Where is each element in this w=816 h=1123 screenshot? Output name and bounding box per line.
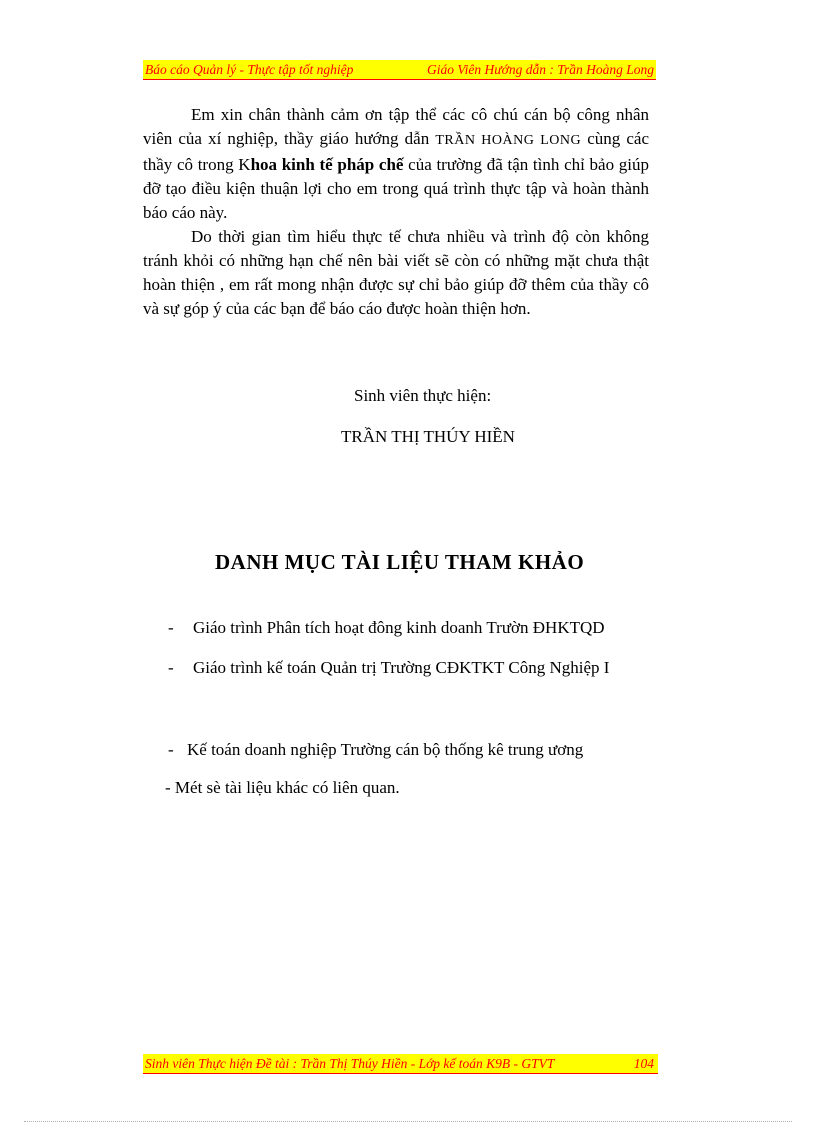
thanks-text-2: cùng các thầy cô trong K bbox=[143, 129, 650, 174]
signature-label: Sinh viên thực hiện: bbox=[354, 386, 492, 405]
header-report-title: Báo cáo Quản lý - Thực tập tốt nghiệp bbox=[145, 62, 354, 77]
thanks-text-3: của trường đã tận tình chỉ bảo giúp đỡ tạo điều kiện thuận lợi cho em trong quá trình thực tập và hoàn thành báo cáo này. bbox=[143, 155, 649, 222]
page-number: 104 bbox=[633, 1056, 654, 1071]
page-footer bbox=[143, 1054, 658, 1074]
list-dash: - bbox=[168, 658, 174, 677]
supervisor-name: TRẦN HOÀNG LONG bbox=[435, 133, 582, 148]
reference-item: - Mét sè tài liệu khác có liên quan. bbox=[165, 778, 400, 797]
header-supervisor: Giáo Viên Hướng dẫn : Trần Hoàng Long bbox=[427, 62, 654, 77]
list-dash: - bbox=[168, 740, 174, 759]
reference-text: Giáo trình kế toán Quản trị Trường CĐKTKT Công Nghiệp I bbox=[193, 658, 610, 677]
reference-item bbox=[168, 656, 658, 704]
page-bottom-border bbox=[24, 1121, 792, 1122]
acknowledgement-text bbox=[143, 103, 649, 321]
list-dash: - bbox=[168, 618, 174, 637]
signature-name: TRẦN THỊ THÚY HIỀN bbox=[341, 427, 515, 446]
paragraph-thanks bbox=[143, 103, 649, 225]
paragraph-limitations: Do thời gian tìm hiểu thực tế chưa nhiều và trình độ còn không tránh khỏi có những hạn chế nên bài viết sẽ còn có những mặt chưa thật hoàn thiện , em rất mong nhận được sự chỉ bảo giúp đỡ thêm của thầy cô và sự góp ý của các bạn để báo cáo được hoàn thiện hơn. bbox=[143, 227, 649, 318]
page-header bbox=[143, 60, 656, 80]
footer-author-info: Sinh viên Thực hiện Đề tài : Trần Thị Thúy Hiền - Lớp kế toán K9B - GTVT bbox=[145, 1056, 555, 1071]
references-title: DANH MỤC TÀI LIỆU THAM KHẢO bbox=[215, 550, 585, 574]
thanks-text-1: Em xin chân thành cảm ơn tập thể các cô chú cán bộ công nhân viên của xí nghiệp, thầy giáo hướng dẫn bbox=[143, 105, 649, 148]
faculty-name: hoa kinh tế pháp chế bbox=[250, 155, 404, 174]
reference-text: Kế toán doanh nghiệp Trường cán bộ thống kê trung ương bbox=[187, 740, 584, 759]
reference-text: Giáo trình Phân tích hoạt đông kinh doanh Trườn ĐHKTQD bbox=[193, 618, 605, 637]
